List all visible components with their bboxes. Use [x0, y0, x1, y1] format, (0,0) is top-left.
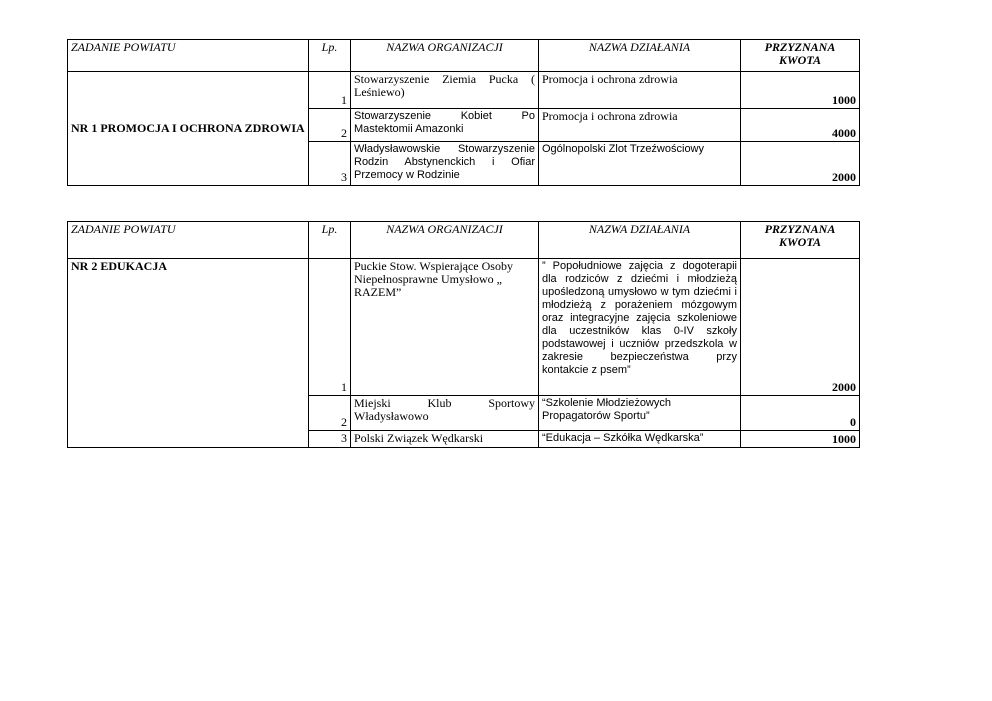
table-row: [68, 259, 860, 396]
header-task: ZADANIE POWIATU: [68, 222, 309, 259]
table-header-row: [68, 222, 860, 259]
row-action: ” Popołudniowe zajęcia z dogoterapii dla rodziców z dziećmi i młodzieżą upośledzoną umysłowo w tym dziećmi i młodzieżą z porażeniem mózgowym oraz integracyjne zajęcia szkoleniowe dla uczestników klas 0-IV szkoły podstawowej i uczniów przedszkola w zakresie bezpieczeństwa przy kontakcie z psem”: [539, 259, 741, 396]
row-action: Promocja i ochrona zdrowia: [539, 72, 741, 109]
row-amount: 4000: [741, 109, 860, 142]
header-action: NAZWA DZIAŁANIA: [539, 40, 741, 72]
row-action: Promocja i ochrona zdrowia: [539, 109, 741, 142]
row-lp: 3: [309, 142, 351, 186]
header-lp: Lp.: [309, 222, 351, 259]
row-amount: 2000: [741, 259, 860, 396]
row-organization: Stowarzyszenie Ziemia Pucka ( Leśniewo): [351, 72, 539, 109]
task-name: NR 2 EDUKACJA: [68, 259, 309, 448]
row-organization: Miejski Klub Sportowy Władysławowo: [351, 396, 539, 431]
row-action: “Edukacja – Szkółka Wędkarska”: [539, 431, 741, 448]
row-lp: 1: [309, 259, 351, 396]
row-lp: 1: [309, 72, 351, 109]
row-organization: Władysławowskie Stowarzyszenie Rodzin Abstynenckich i Ofiar Przemocy w Rodzinie: [351, 142, 539, 186]
header-action: NAZWA DZIAŁANIA: [539, 222, 741, 259]
header-organization: NAZWA ORGANIZACJI: [351, 40, 539, 72]
table-header-row: [68, 40, 860, 72]
row-amount: 0: [741, 396, 860, 431]
row-action: Ogólnopolski Zlot Trzeźwościowy: [539, 142, 741, 186]
grant-table-1: [67, 39, 860, 186]
header-task: ZADANIE POWIATU: [68, 40, 309, 72]
header-amount: PRZYZNANA KWOTA: [741, 40, 860, 72]
row-organization: Stowarzyszenie Kobiet Po Mastektomii Amazonki: [351, 109, 539, 142]
row-amount: 1000: [741, 431, 860, 448]
row-lp: 2: [309, 109, 351, 142]
header-amount: PRZYZNANA KWOTA: [741, 222, 860, 259]
row-lp: 3: [309, 431, 351, 448]
row-amount: 1000: [741, 72, 860, 109]
header-organization: NAZWA ORGANIZACJI: [351, 222, 539, 259]
task-name: NR 1 PROMOCJA I OCHRONA ZDROWIA: [68, 72, 309, 186]
table-row: [68, 72, 860, 109]
row-amount: 2000: [741, 142, 860, 186]
row-lp: 2: [309, 396, 351, 431]
header-lp: Lp.: [309, 40, 351, 72]
grant-table-2: [67, 221, 860, 448]
row-organization: Puckie Stow. Wspierające Osoby Niepełnosprawne Umysłowo „ RAZEM”: [351, 259, 539, 396]
row-organization: Polski Związek Wędkarski: [351, 431, 539, 448]
row-action: “Szkolenie Młodzieżowych Propagatorów Sportu”: [539, 396, 741, 431]
